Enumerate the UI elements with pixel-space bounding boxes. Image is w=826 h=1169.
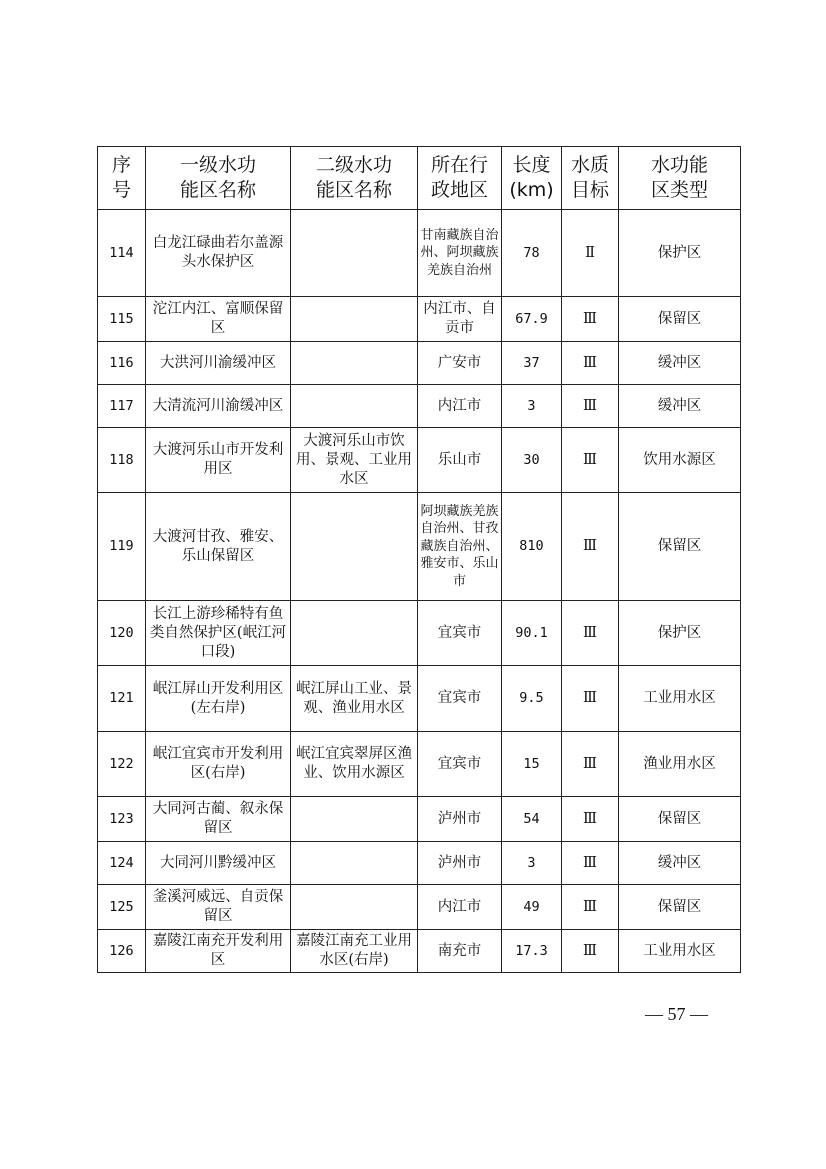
table-row	[98, 493, 741, 601]
cell-type: 渔业用水区	[619, 732, 741, 797]
cell-type: 缓冲区	[619, 385, 741, 428]
cell-quality: Ⅲ	[562, 732, 619, 797]
cell-type: 工业用水区	[619, 930, 741, 973]
cell-secondary-zone	[291, 297, 418, 342]
cell-region: 南充市	[418, 930, 502, 973]
cell-primary-zone: 大渡河乐山市开发利用区	[146, 428, 291, 493]
cell-quality: Ⅲ	[562, 797, 619, 842]
cell-region: 泸州市	[418, 797, 502, 842]
cell-length: 3	[502, 842, 562, 885]
cell-secondary-zone: 大渡河乐山市饮用、景观、工业用水区	[291, 428, 418, 493]
header-quality: 水质 目标	[562, 147, 619, 210]
cell-quality: Ⅲ	[562, 493, 619, 601]
cell-quality: Ⅲ	[562, 385, 619, 428]
cell-secondary-zone	[291, 493, 418, 601]
cell-length: 90.1	[502, 601, 562, 666]
cell-secondary-zone: 岷江宜宾翠屏区渔业、饮用水源区	[291, 732, 418, 797]
cell-region: 广安市	[418, 342, 502, 385]
cell-no: 121	[98, 666, 146, 732]
cell-quality: Ⅲ	[562, 930, 619, 973]
cell-type: 保护区	[619, 210, 741, 297]
table-row	[98, 842, 741, 885]
cell-primary-zone: 岷江屏山开发利用区(左右岸)	[146, 666, 291, 732]
cell-region: 内江市	[418, 885, 502, 930]
cell-type: 缓冲区	[619, 342, 741, 385]
cell-primary-zone: 大洪河川渝缓冲区	[146, 342, 291, 385]
cell-secondary-zone	[291, 385, 418, 428]
cell-region: 乐山市	[418, 428, 502, 493]
cell-primary-zone: 大同河古蔺、叙永保留区	[146, 797, 291, 842]
table-row	[98, 797, 741, 842]
cell-region: 宜宾市	[418, 666, 502, 732]
cell-length: 49	[502, 885, 562, 930]
cell-secondary-zone	[291, 210, 418, 297]
cell-quality: Ⅲ	[562, 666, 619, 732]
table-row	[98, 885, 741, 930]
water-function-zone-table	[97, 146, 741, 973]
cell-quality: Ⅲ	[562, 842, 619, 885]
cell-length: 37	[502, 342, 562, 385]
cell-primary-zone: 釜溪河威远、自贡保留区	[146, 885, 291, 930]
cell-secondary-zone	[291, 342, 418, 385]
cell-region: 宜宾市	[418, 732, 502, 797]
cell-no: 124	[98, 842, 146, 885]
table-row	[98, 297, 741, 342]
cell-no: 116	[98, 342, 146, 385]
cell-region: 内江市	[418, 385, 502, 428]
cell-length: 67.9	[502, 297, 562, 342]
cell-secondary-zone	[291, 601, 418, 666]
cell-type: 保护区	[619, 601, 741, 666]
cell-no: 114	[98, 210, 146, 297]
table-row	[98, 428, 741, 493]
cell-secondary-zone	[291, 842, 418, 885]
cell-type: 保留区	[619, 297, 741, 342]
cell-no: 123	[98, 797, 146, 842]
cell-region: 宜宾市	[418, 601, 502, 666]
header-length: 长度 (km)	[502, 147, 562, 210]
cell-primary-zone: 大渡河甘孜、雅安、乐山保留区	[146, 493, 291, 601]
cell-quality: Ⅲ	[562, 297, 619, 342]
table-row	[98, 385, 741, 428]
cell-primary-zone: 沱江内江、富顺保留区	[146, 297, 291, 342]
header-row	[98, 147, 741, 210]
cell-length: 54	[502, 797, 562, 842]
cell-no: 120	[98, 601, 146, 666]
cell-length: 3	[502, 385, 562, 428]
page-number: — 57 —	[645, 1004, 708, 1024]
cell-length: 15	[502, 732, 562, 797]
header-region: 所在行 政地区	[418, 147, 502, 210]
cell-type: 保留区	[619, 885, 741, 930]
header-primary-zone: 一级水功 能区名称	[146, 147, 291, 210]
cell-quality: Ⅲ	[562, 885, 619, 930]
cell-secondary-zone: 岷江屏山工业、景观、渔业用水区	[291, 666, 418, 732]
table-row	[98, 732, 741, 797]
cell-primary-zone: 大同河川黔缓冲区	[146, 842, 291, 885]
cell-quality: Ⅱ	[562, 210, 619, 297]
cell-region: 甘南藏族自治州、阿坝藏族羌族自治州	[418, 210, 502, 297]
header-no: 序 号	[98, 147, 146, 210]
cell-primary-zone: 长江上游珍稀特有鱼类自然保护区(岷江河口段)	[146, 601, 291, 666]
table-row	[98, 601, 741, 666]
cell-length: 30	[502, 428, 562, 493]
cell-type: 保留区	[619, 493, 741, 601]
cell-region: 泸州市	[418, 842, 502, 885]
cell-secondary-zone	[291, 885, 418, 930]
cell-secondary-zone: 嘉陵江南充工业用水区(右岸)	[291, 930, 418, 973]
cell-no: 126	[98, 930, 146, 973]
cell-length: 17.3	[502, 930, 562, 973]
cell-region: 内江市、自贡市	[418, 297, 502, 342]
cell-no: 125	[98, 885, 146, 930]
cell-length: 9.5	[502, 666, 562, 732]
cell-length: 78	[502, 210, 562, 297]
table-row	[98, 666, 741, 732]
cell-no: 119	[98, 493, 146, 601]
cell-region: 阿坝藏族羌族自治州、甘孜藏族自治州、雅安市、乐山市	[418, 493, 502, 601]
cell-primary-zone: 岷江宜宾市开发利用区(右岸)	[146, 732, 291, 797]
cell-no: 122	[98, 732, 146, 797]
cell-type: 工业用水区	[619, 666, 741, 732]
table-row	[98, 930, 741, 973]
cell-quality: Ⅲ	[562, 428, 619, 493]
header-type: 水功能 区类型	[619, 147, 741, 210]
cell-type: 缓冲区	[619, 842, 741, 885]
cell-primary-zone: 白龙江碌曲若尔盖源头水保护区	[146, 210, 291, 297]
cell-length: 810	[502, 493, 562, 601]
cell-primary-zone: 嘉陵江南充开发利用区	[146, 930, 291, 973]
header-secondary-zone: 二级水功 能区名称	[291, 147, 418, 210]
cell-quality: Ⅲ	[562, 601, 619, 666]
cell-primary-zone: 大清流河川渝缓冲区	[146, 385, 291, 428]
cell-type: 保留区	[619, 797, 741, 842]
cell-type: 饮用水源区	[619, 428, 741, 493]
table-row	[98, 210, 741, 297]
cell-no: 118	[98, 428, 146, 493]
cell-no: 117	[98, 385, 146, 428]
cell-secondary-zone	[291, 797, 418, 842]
table-row	[98, 342, 741, 385]
cell-no: 115	[98, 297, 146, 342]
cell-quality: Ⅲ	[562, 342, 619, 385]
